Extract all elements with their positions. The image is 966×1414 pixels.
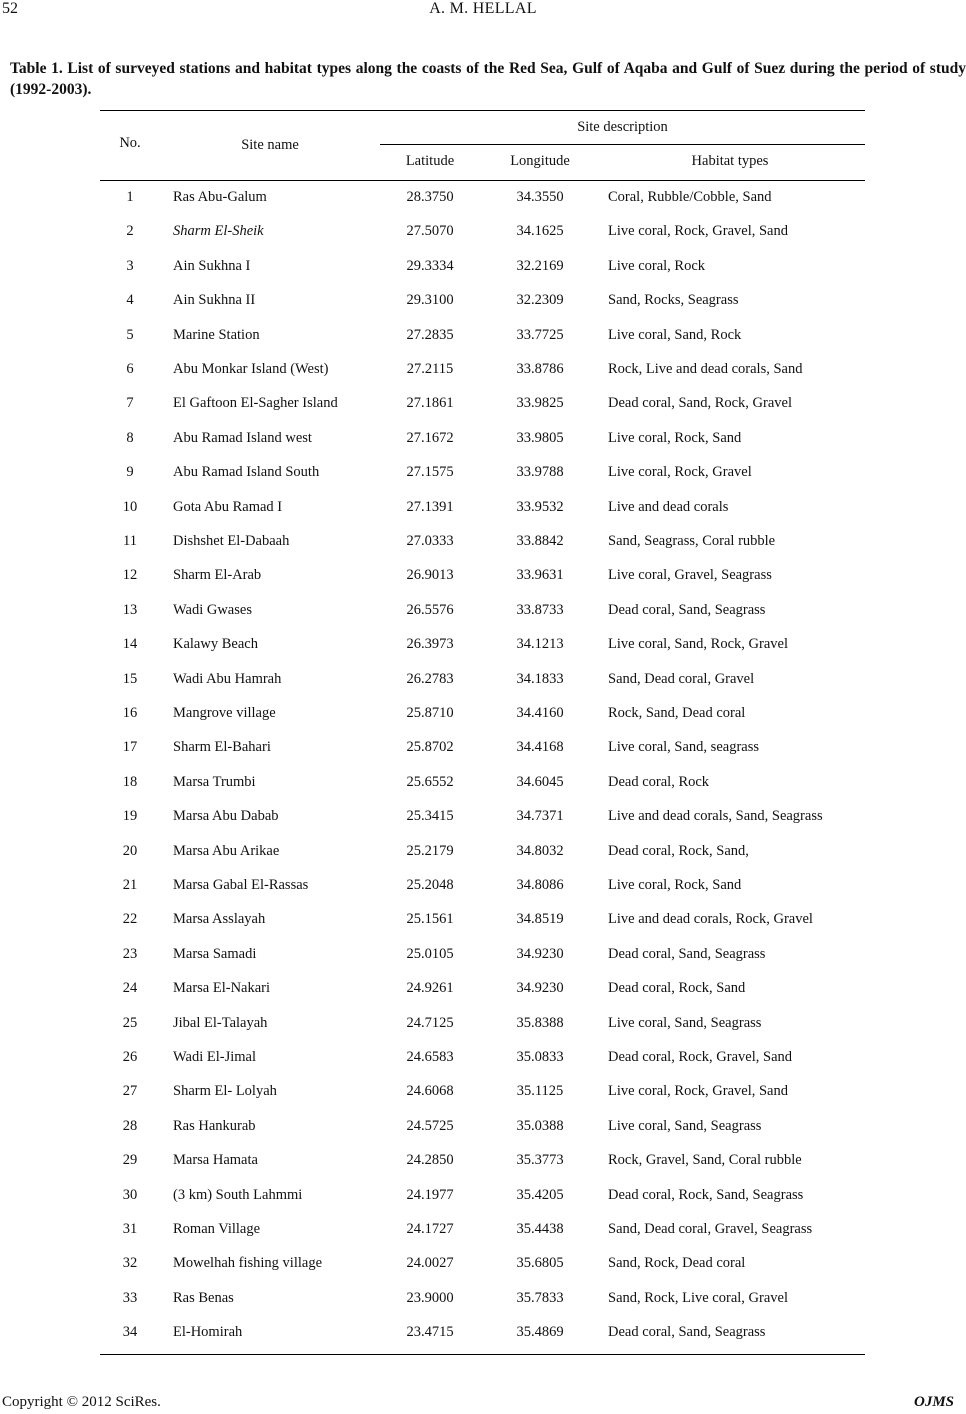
station-number: 27 <box>122 1083 138 1100</box>
table-row <box>100 525 865 559</box>
latitude: 25.0105 <box>406 945 454 962</box>
site-name: Marsa El-Nakari <box>173 980 271 997</box>
latitude: 27.1575 <box>406 464 454 481</box>
habitat-types: Dead coral, Rock, Sand <box>608 980 746 997</box>
table-row <box>100 938 865 972</box>
header-site-name: Site name <box>241 137 299 153</box>
site-name: Marsa Abu Arikae <box>173 842 280 859</box>
station-number: 33 <box>122 1289 138 1306</box>
station-number: 7 <box>126 395 134 412</box>
table-row <box>100 1179 865 1213</box>
habitat-types: Sand, Rocks, Seagrass <box>608 292 739 309</box>
station-number: 29 <box>122 1152 138 1169</box>
site-name: Abu Monkar Island (West) <box>173 361 329 377</box>
latitude: 23.4715 <box>406 1324 454 1341</box>
site-name: Sharm El- Lolyah <box>173 1083 277 1100</box>
longitude: 35.3773 <box>516 1152 564 1169</box>
longitude: 35.0833 <box>516 1049 564 1065</box>
longitude: 33.9532 <box>516 498 564 515</box>
habitat-types: Dead coral, Rock, Sand, Seagrass <box>608 1186 804 1203</box>
table-row <box>100 1075 865 1109</box>
habitat-types: Rock, Live and dead corals, Sand <box>608 361 803 377</box>
table-row <box>100 1247 865 1281</box>
site-name: Ras Hankurab <box>173 1117 256 1134</box>
table-row <box>100 1213 865 1247</box>
longitude: 35.4869 <box>516 1324 564 1341</box>
longitude: 34.9230 <box>516 980 564 997</box>
table-row <box>100 491 865 525</box>
station-number: 6 <box>126 361 134 377</box>
station-number: 4 <box>126 292 134 309</box>
site-name: Mowelhah fishing village <box>173 1255 323 1272</box>
latitude: 26.2783 <box>406 670 454 687</box>
site-name: Sharm El-Sheik <box>173 223 264 240</box>
station-number: 18 <box>122 773 138 790</box>
site-name: Marsa Abu Dabab <box>173 808 279 825</box>
running-head: A. M. HELLAL <box>429 0 537 17</box>
station-number: 9 <box>126 464 134 481</box>
longitude: 34.7371 <box>516 808 564 825</box>
header-longitude: Longitude <box>510 153 570 169</box>
longitude: 35.8388 <box>516 1014 564 1031</box>
station-number: 13 <box>122 601 138 618</box>
habitat-types: Dead coral, Sand, Seagrass <box>608 601 766 618</box>
latitude: 28.3750 <box>406 189 454 205</box>
table-row <box>100 559 865 593</box>
latitude: 25.3415 <box>406 808 454 825</box>
station-number: 3 <box>126 257 134 274</box>
table-row <box>100 1282 865 1316</box>
site-name: Marsa Hamata <box>173 1152 258 1169</box>
table-row <box>100 181 865 215</box>
table-row <box>100 663 865 697</box>
site-name: Roman Village <box>173 1221 261 1237</box>
latitude: 27.2115 <box>406 361 454 377</box>
station-number: 10 <box>122 498 138 515</box>
longitude: 34.1625 <box>516 223 564 240</box>
station-number: 17 <box>122 739 138 756</box>
habitat-types: Live coral, Sand, seagrass <box>608 739 759 756</box>
header-site-description: Site description <box>577 119 668 135</box>
habitat-types: Live coral, Sand, Seagrass <box>608 1014 762 1031</box>
site-name: Marine Station <box>173 326 260 343</box>
site-name: Marsa Asslayah <box>173 911 266 928</box>
table-caption: Table 1. List of surveyed stations and habitat types along the coasts of the Red Sea, Gulf of Aqaba and Gulf of Suez during the period of study (1992-2003). <box>10 60 966 98</box>
station-number: 25 <box>122 1014 138 1031</box>
table-row <box>100 869 865 903</box>
site-name: Marsa Trumbi <box>173 773 256 790</box>
habitat-types: Coral, Rubble/Cobble, Sand <box>608 189 772 205</box>
latitude: 27.2835 <box>406 326 454 343</box>
table-row <box>100 594 865 628</box>
table-row <box>100 972 865 1006</box>
latitude: 27.1391 <box>406 498 454 515</box>
header-latitude: Latitude <box>405 153 455 169</box>
table-row <box>100 387 865 421</box>
station-number: 19 <box>122 808 138 825</box>
longitude: 33.8842 <box>516 533 564 549</box>
latitude: 27.5070 <box>406 223 454 240</box>
longitude: 34.1833 <box>516 670 564 687</box>
habitat-types: Sand, Dead coral, Gravel <box>608 670 755 687</box>
latitude: 25.8702 <box>406 739 454 756</box>
site-name: Gota Abu Ramad I <box>173 498 283 515</box>
station-number: 1 <box>126 189 134 205</box>
site-name: Kalawy Beach <box>173 636 258 653</box>
copyright: Copyright © 2012 SciRes. <box>2 1394 161 1410</box>
table-row <box>100 284 865 318</box>
latitude: 24.6068 <box>406 1083 454 1100</box>
station-number: 31 <box>122 1221 138 1237</box>
latitude: 25.1561 <box>406 911 454 928</box>
station-number: 15 <box>122 670 138 687</box>
station-number: 2 <box>126 223 134 240</box>
habitat-types: Rock, Gravel, Sand, Coral rubble <box>608 1152 802 1169</box>
latitude: 24.7125 <box>406 1014 454 1031</box>
site-name: El Gaftoon El-Sagher Island <box>173 395 338 412</box>
journal-abbrev: OJMS <box>913 1394 954 1410</box>
table-row <box>100 835 865 869</box>
habitat-types: Live coral, Rock, Gravel, Sand <box>608 223 788 240</box>
longitude: 34.6045 <box>516 773 564 790</box>
table-row <box>100 800 865 834</box>
station-number: 16 <box>122 705 138 721</box>
latitude: 24.5725 <box>406 1117 454 1134</box>
habitat-types: Live coral, Sand, Rock <box>608 326 742 343</box>
habitat-types: Live coral, Rock <box>608 257 706 274</box>
table-row <box>100 903 865 937</box>
table-row <box>100 456 865 490</box>
station-number: 22 <box>122 911 138 928</box>
longitude: 34.8032 <box>516 842 564 859</box>
station-number: 14 <box>122 636 138 653</box>
habitat-types: Dead coral, Rock, Sand, <box>608 842 749 859</box>
longitude: 35.6805 <box>516 1255 564 1272</box>
habitat-types: Rock, Sand, Dead coral <box>608 705 746 721</box>
longitude: 34.4160 <box>516 705 564 721</box>
latitude: 24.1727 <box>406 1221 454 1237</box>
station-number: 11 <box>123 533 137 549</box>
habitat-types: Live coral, Sand, Seagrass <box>608 1117 762 1134</box>
site-name: Mangrove village <box>173 705 276 721</box>
longitude: 34.4168 <box>516 739 564 756</box>
latitude: 24.6583 <box>406 1049 454 1065</box>
latitude: 24.2850 <box>406 1152 454 1169</box>
latitude: 25.6552 <box>406 773 454 790</box>
table-row <box>100 422 865 456</box>
longitude: 34.1213 <box>516 636 564 653</box>
habitat-types: Dead coral, Rock <box>608 773 710 790</box>
station-number: 28 <box>122 1117 138 1134</box>
habitat-types: Live and dead corals, Rock, Gravel <box>608 911 813 928</box>
table-row <box>100 766 865 800</box>
table-row <box>100 1144 865 1178</box>
site-name: Abu Ramad Island west <box>173 429 312 446</box>
table-row <box>100 1110 865 1144</box>
longitude: 35.7833 <box>516 1289 564 1306</box>
latitude: 24.1977 <box>406 1186 454 1203</box>
habitat-types: Live coral, Rock, Gravel, Sand <box>608 1083 788 1100</box>
table-row <box>100 1316 865 1350</box>
habitat-types: Dead coral, Rock, Gravel, Sand <box>608 1049 793 1065</box>
longitude: 34.8519 <box>516 911 564 928</box>
latitude: 24.0027 <box>406 1255 454 1272</box>
table-bottom-rule <box>100 1354 865 1355</box>
longitude: 33.9788 <box>516 464 564 481</box>
habitat-types: Live coral, Rock, Sand <box>608 429 742 446</box>
station-number: 26 <box>122 1049 138 1065</box>
longitude: 35.4438 <box>516 1221 564 1237</box>
header-no: No. <box>119 135 141 151</box>
habitat-types: Live coral, Rock, Gravel <box>608 464 752 481</box>
table-row <box>100 250 865 284</box>
latitude: 27.1861 <box>406 395 454 412</box>
latitude: 26.5576 <box>406 601 454 618</box>
longitude: 32.2169 <box>516 257 564 274</box>
site-name: Wadi Gwases <box>173 601 252 618</box>
site-name: Jibal El-Talayah <box>173 1014 268 1031</box>
site-name: Sharm El-Arab <box>173 567 262 584</box>
table-top-rule <box>100 110 865 111</box>
longitude: 33.9805 <box>516 429 564 446</box>
longitude: 34.8086 <box>516 877 564 893</box>
longitude: 34.9230 <box>516 945 564 962</box>
page-number: 52 <box>2 0 18 17</box>
station-number: 34 <box>122 1324 138 1341</box>
habitat-types: Live and dead corals <box>608 498 729 515</box>
latitude: 25.8710 <box>406 705 454 721</box>
site-name: Abu Ramad Island South <box>173 464 320 481</box>
habitat-types: Live coral, Sand, Rock, Gravel <box>608 636 788 653</box>
longitude: 33.9825 <box>516 395 564 412</box>
longitude: 35.0388 <box>516 1117 564 1134</box>
site-name: Ras Benas <box>173 1289 234 1306</box>
habitat-types: Dead coral, Sand, Seagrass <box>608 1324 766 1341</box>
latitude: 25.2179 <box>406 842 454 859</box>
station-number: 24 <box>122 980 138 997</box>
header-habitat-types: Habitat types <box>691 153 769 169</box>
site-name: Sharm El-Bahari <box>173 739 271 756</box>
latitude: 29.3100 <box>406 292 454 309</box>
habitat-types: Sand, Rock, Live coral, Gravel <box>608 1289 788 1306</box>
table-row <box>100 319 865 353</box>
station-number: 32 <box>122 1255 138 1272</box>
latitude: 25.2048 <box>406 877 454 893</box>
station-number: 30 <box>122 1186 138 1203</box>
site-name: (3 km) South Lahmmi <box>173 1186 303 1203</box>
site-name: Wadi Abu Hamrah <box>173 670 282 687</box>
longitude: 35.1125 <box>516 1083 564 1100</box>
latitude: 27.1672 <box>406 429 454 446</box>
table-row <box>100 628 865 662</box>
habitat-types: Dead coral, Sand, Seagrass <box>608 945 766 962</box>
site-name: Ras Abu-Galum <box>173 189 267 205</box>
habitat-types: Sand, Rock, Dead coral <box>608 1255 746 1272</box>
site-name: Wadi El-Jimal <box>173 1049 256 1065</box>
latitude: 24.9261 <box>406 980 454 997</box>
habitat-types: Live and dead corals, Sand, Seagrass <box>608 808 823 825</box>
habitat-types: Live coral, Gravel, Seagrass <box>608 567 772 584</box>
latitude: 29.3334 <box>406 257 454 274</box>
site-name: Ain Sukhna I <box>173 257 251 274</box>
table-row <box>100 697 865 731</box>
longitude: 33.8786 <box>516 361 564 377</box>
longitude: 33.7725 <box>516 326 564 343</box>
site-name: Ain Sukhna II <box>173 292 256 309</box>
site-name: El-Homirah <box>173 1324 243 1341</box>
station-number: 23 <box>122 945 138 962</box>
habitat-types: Live coral, Rock, Sand <box>608 877 742 893</box>
longitude: 32.2309 <box>516 292 564 309</box>
station-number: 21 <box>122 877 138 893</box>
habitat-types: Sand, Seagrass, Coral rubble <box>608 533 776 549</box>
latitude: 27.0333 <box>406 533 454 549</box>
header-group-rule <box>380 144 865 145</box>
longitude: 33.9631 <box>516 567 564 584</box>
habitat-types: Dead coral, Sand, Rock, Gravel <box>608 395 793 412</box>
station-number: 8 <box>126 429 134 446</box>
longitude: 34.3550 <box>516 189 564 205</box>
station-number: 5 <box>126 326 134 343</box>
latitude: 26.3973 <box>406 636 454 653</box>
longitude: 33.8733 <box>516 601 564 618</box>
site-name: Dishshet El-Dabaah <box>173 533 290 549</box>
latitude: 23.9000 <box>406 1289 454 1306</box>
site-name: Marsa Samadi <box>173 945 257 962</box>
table-row <box>100 1041 865 1075</box>
table-row <box>100 215 865 249</box>
table-row <box>100 1007 865 1041</box>
site-name: Marsa Gabal El-Rassas <box>173 877 309 893</box>
station-number: 20 <box>122 842 138 859</box>
longitude: 35.4205 <box>516 1186 564 1203</box>
latitude: 26.9013 <box>406 567 454 584</box>
table-row <box>100 353 865 387</box>
station-number: 12 <box>122 567 138 584</box>
table-row <box>100 731 865 765</box>
habitat-types: Sand, Dead coral, Gravel, Seagrass <box>608 1221 813 1237</box>
